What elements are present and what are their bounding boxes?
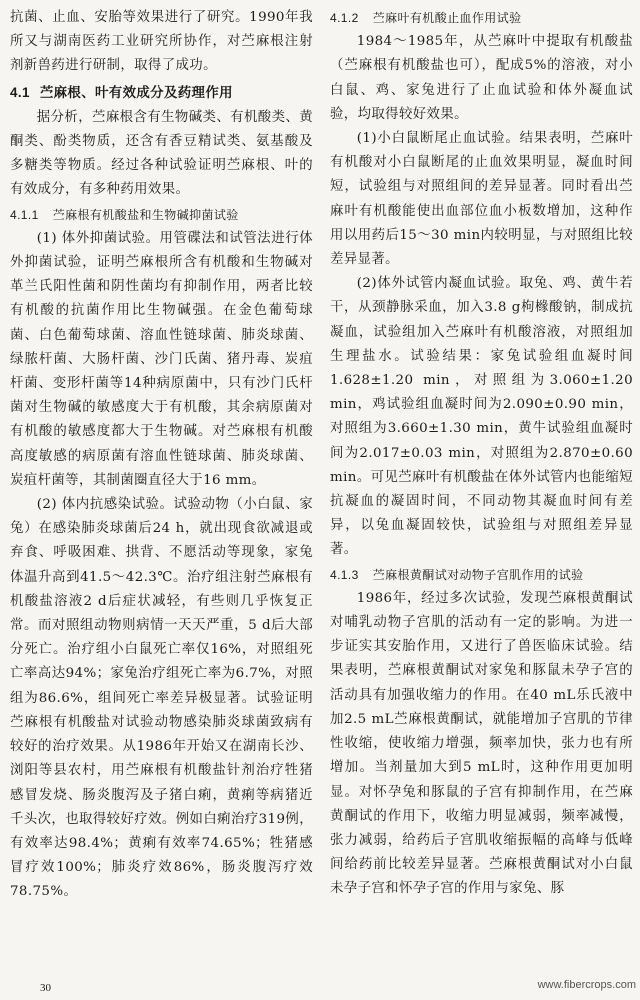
section-title: 苎麻叶有机酸止血作用试验	[372, 11, 522, 25]
section-title: 苎麻根有机酸盐和生物碱抑菌试验	[52, 207, 239, 222]
section-title: 苎麻根黄酮试对动物子宫肌作用的试验	[372, 567, 584, 582]
clotting-paragraph: (2)体外试管内凝血试验。取兔、鸡、黄牛若干，从颈静脉采血，加入3.8 g枸橼酸钠，制成抗凝血，试验组加入苎麻叶有机酸溶液，对照组加生理盐水。试验结果：家兔试验组血凝时间1.628±1.20 min，对照组为3.060±1.20 min，鸡试验组血凝时间为2.090±0.90 min，对照组为3.660±1.30 min，黄牛试验组血凝时间为2.017±0.03 min，对照组为2.870±0.60 min。可见苎麻叶有机酸盐在体外试管内也能缩短抗凝血的凝固时间，不同动物其凝血时间有差异，以兔血凝固较快，试验组与对照组差异显著。	[330, 276, 633, 558]
section-4-1-2-heading	[330, 6, 633, 30]
left-column	[10, 6, 313, 905]
section-number: 4.1	[10, 84, 30, 100]
section-4-1-1-heading	[10, 203, 313, 227]
intro-paragraph: 抗菌、止血、安胎等效果进行了研究。1990年我所又与湖南医药工业研究所协作，对苎麻根注射剂新兽药进行研制，取得了成功。	[10, 10, 313, 74]
page-number: 30	[40, 982, 51, 994]
section-number: 4.1.1	[10, 207, 39, 222]
section-4-1-3-heading	[330, 563, 633, 587]
uterus-paragraph: 1986年，经过多次试验，发现苎麻根黄酮试对哺乳动物子宫肌的活动有一定的影响。为进一步证实其安胎作用，又进行了兽医临床试验。结果表明，苎麻根黄酮试对家兔和豚鼠未孕子宫的活动具有加强收缩力的作用。在40 mL乐氏液中加2.5 mL苎麻根黄酮试，就能增加子宫肌的节律性收缩，使收缩力增强，频率加快，张力也有所增加。当剂量加大到5 mL时，这种作用更加明显。对怀孕兔和豚鼠的子宫有抑制作用，在苎麻黄酮试的作用下，收缩力明显减弱，频率减慢，张力减弱，给药后子宫肌收缩振幅的高峰与低峰间给药前比较差异显著。苎麻根黄酮试对小白鼠未孕子宫和怀孕子宫的作用与家兔、豚	[330, 590, 633, 897]
analysis-paragraph: 据分析，苎麻根含有生物碱类、有机酸类、黄酮类、酚类物质，还含有香豆精试类、氨基酸及多糖类等物质。经过各种试验证明苎麻根、叶的有效成分，有多种药用效果。	[10, 109, 313, 198]
section-title: 苎麻根、叶有效成分及药理作用	[39, 85, 233, 101]
watermark: www.fibercrops.com	[537, 979, 636, 991]
section-number: 4.1.2	[330, 11, 359, 25]
section-number: 4.1.3	[330, 567, 359, 582]
invitro-paragraph: (1) 体外抑菌试验。用管碟法和试管法进行体外抑菌试验，证明苎麻根所含有机酸和生物碱对革兰氏阳性菌和阴性菌均有抑制作用，两者比较有机酸的抗菌作用比生物碱强。在金色葡萄球菌、白色葡萄球菌、溶血性链球菌、肺炎球菌、绿脓杆菌、大肠杆菌、沙门氏菌、猪丹毒、炭疽杆菌、变形杆菌等14种病原菌中，只有沙门氏杆菌对生物碱的敏感度大于有机酸，其余病原菌对有机酸的敏感度都大于生物碱。对苎麻根有机酸高度敏感的病原菌有溶血性链球菌、肺炎球菌、炭疽杆菌等，其制菌圈直径大于16 mm。	[10, 230, 313, 488]
invivo-paragraph: (2) 体内抗感染试验。试验动物（小白鼠、家兔）在感染肺炎球菌后24 h，就出现食欲减退或弃食、呼吸困难、拱背、不愿活动等现象，家兔体温升高到41.5～42.3℃。治疗组注射苎麻根有机酸盐溶液2 d后症状减轻，有些则几乎恢复正常。而对照组动物则病情一天天严重，5 d后大部分死亡。治疗组小白鼠死亡率仅16%，对照组死亡率高达94%；家兔治疗组死亡率为6.7%，对照组为86.6%，组间死亡率差异极显著。试验证明苎麻根有机酸盐对试验动物感染肺炎球菌致病有较好的治疗效果。从1986年开始又在湖南长沙、浏阳等县农村，用苎麻根有机酸盐针剂治疗牲猪感冒发烧、肠炎腹泻及子猪白痢，黄痢等病猪近千头次，也取得较好疗效。例如白痢治疗319例，有效率达98.4%；黄痢有效率74.65%；牲猪感冒疗效100%；肺炎疗效86%，肠炎腹泻疗效78.75%。	[10, 497, 313, 900]
extraction-paragraph: 1984～1985年，从苎麻叶中提取有机酸盐（苎麻根有机酸盐也可），配成5%的溶液，对小白鼠、鸡、家兔进行了止血试验和体外凝血试验，均取得较好效果。	[330, 34, 633, 122]
section-4-1-heading	[10, 81, 313, 106]
tail-bleeding-paragraph: (1)小白鼠断尾止血试验。结果表明，苎麻叶有机酸对小白鼠断尾的止血效果明显，凝血时间短，试验组与对照组间的差异显著。同时看出苎麻叶有机酸能使出血部位血小板数增加，这种作用以用药后15～30 min内较明显，与对照组比较差异显著。	[330, 131, 633, 268]
right-column	[330, 6, 633, 902]
